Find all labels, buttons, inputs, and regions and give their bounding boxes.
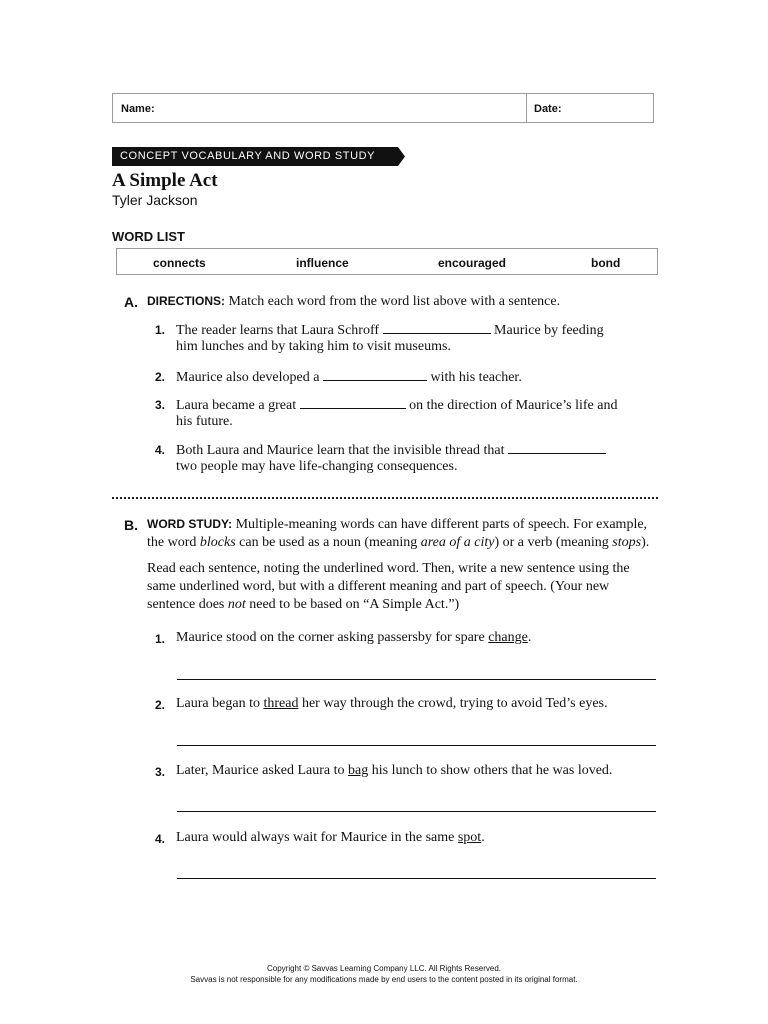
banner-text: CONCEPT VOCABULARY AND WORD STUDY [120, 150, 376, 162]
item-number: 2. [155, 698, 166, 712]
intro-italic: stops [612, 535, 642, 550]
question-text: Laura became a great [176, 398, 297, 413]
underlined-word: bag [348, 763, 369, 778]
question-text: The reader learns that Laura Schroff [176, 323, 380, 338]
sentence-text: . [481, 830, 485, 845]
question-line: two people may have life-changing consequences. [176, 459, 458, 474]
answer-line[interactable] [177, 745, 656, 746]
question-line [176, 441, 606, 459]
instructions-line: Read each sentence, noting the underlined word. Then, write a new sentence using the [147, 561, 630, 576]
section-b-letter: B. [124, 517, 138, 533]
intro-text: the word [147, 535, 200, 550]
word-study-intro [147, 517, 647, 533]
directions-label: DIRECTIONS: [147, 294, 225, 308]
sentence-text: Laura began to [176, 696, 264, 711]
word-list-heading: WORD LIST [112, 229, 185, 244]
answer-blank[interactable] [383, 321, 491, 334]
sentence-text: Laura would always wait for Maurice in the same [176, 830, 458, 845]
item-number: 3. [155, 398, 166, 412]
question-text: Both Laura and Maurice learn that the invisible thread that [176, 443, 505, 458]
instructions-line: same underlined word, but with a different meaning and part of speech. (Your new [147, 579, 610, 594]
word-list-item: encouraged [438, 256, 507, 270]
sentence [176, 763, 612, 779]
sentence [176, 696, 607, 712]
word-list-box [116, 248, 658, 275]
instructions-text: sentence does [147, 597, 228, 612]
intro-text: ) or a verb (meaning [494, 535, 613, 550]
answer-blank[interactable] [300, 396, 406, 409]
question-line [176, 368, 522, 386]
intro-italic: area of a city [420, 535, 495, 550]
word-list-item: bond [591, 256, 621, 270]
date-label: Date: [534, 103, 562, 115]
answer-line[interactable] [177, 679, 656, 680]
question-line: his future. [176, 414, 233, 429]
author-name: Tyler Jackson [112, 192, 198, 208]
question-line: him lunches and by taking him to visit museums. [176, 339, 451, 354]
underlined-word: change [488, 630, 528, 645]
sentence-text: her way through the crowd, trying to avoid Ted’s eyes. [298, 696, 608, 711]
page-title: A Simple Act [112, 170, 218, 191]
question-text: Maurice also developed a [176, 370, 320, 385]
word-list-item: influence [296, 256, 349, 270]
sentence-text: Later, Maurice asked Laura to [176, 763, 349, 778]
answer-line[interactable] [177, 878, 656, 879]
item-number: 3. [155, 765, 166, 779]
item-number: 1. [155, 323, 166, 337]
underlined-word: spot [457, 830, 482, 845]
word-study-intro-line2 [147, 535, 649, 551]
question-line [176, 396, 617, 414]
word-list-item: connects [153, 256, 206, 270]
item-number: 4. [155, 443, 166, 457]
name-date-box [112, 93, 654, 123]
instructions-italic: not [227, 597, 246, 612]
question-text: on the direction of Maurice’s life and [409, 398, 618, 413]
answer-blank[interactable] [508, 441, 606, 454]
section-a-letter: A. [124, 294, 138, 310]
intro-text: Multiple-meaning words can have different parts of speech. For example, [235, 517, 648, 532]
instructions-text: need to be based on “A Simple Act.”) [245, 597, 460, 612]
intro-text: can be used as a noun (meaning [235, 535, 421, 550]
word-study-label: WORD STUDY: [147, 517, 233, 531]
answer-blank[interactable] [323, 368, 427, 381]
directions-text: Match each word from the word list above with a sentence. [228, 294, 561, 309]
sentence [176, 630, 531, 646]
disclaimer-line: Savvas is not responsible for any modifications made by end users to the content posted in its original format. [190, 975, 578, 984]
item-number: 1. [155, 632, 166, 646]
item-number: 4. [155, 832, 166, 846]
dotted-divider [112, 497, 658, 499]
name-label: Name: [121, 103, 155, 115]
section-a-directions [147, 294, 560, 310]
answer-line[interactable] [177, 811, 656, 812]
name-date-divider [526, 94, 527, 122]
question-line [176, 321, 604, 339]
section-banner [112, 147, 398, 166]
question-text: with his teacher. [430, 370, 522, 385]
question-text: Maurice by feeding [494, 323, 604, 338]
copyright-line: Copyright © Savvas Learning Company LLC. All Rights Reserved. [266, 964, 501, 973]
sentence-text: . [527, 630, 532, 645]
sentence-text: his lunch to show others that he was loved. [368, 763, 613, 778]
sentence-text: Maurice stood on the corner asking passersby for spare [176, 630, 489, 645]
instructions-line [147, 597, 459, 613]
item-number: 2. [155, 370, 166, 384]
intro-italic: blocks [199, 535, 236, 550]
sentence [176, 830, 485, 846]
intro-text: ). [641, 535, 650, 550]
underlined-word: thread [263, 696, 299, 711]
